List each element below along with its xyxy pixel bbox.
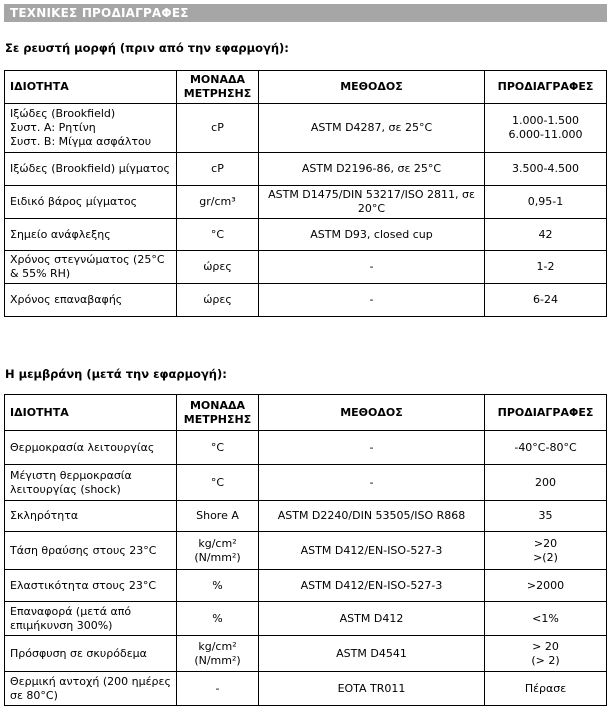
spec-header-bar [4, 4, 607, 22]
table-row [5, 465, 607, 501]
property-cell: Πρόσφυση σε σκυρόδεμα [5, 636, 177, 672]
spec-cell: 1.000-1.500 6.000-11.000 [485, 104, 607, 153]
property-cell: Ειδικό βάρος μίγματος [5, 186, 177, 219]
section-title-liquid: Σε ρευστή μορφή (πριν από την εφαρμογή): [5, 41, 289, 55]
unit-cell: ώρες [177, 284, 259, 317]
method-cell: ASTM D412/EN-ISO-527-3 [259, 532, 485, 570]
column-header-unit: ΜΟΝΑΔΑ ΜΕΤΡΗΣΗΣ [177, 395, 259, 431]
spec-cell: <1% [485, 602, 607, 636]
method-cell: - [259, 251, 485, 284]
method-cell: ASTM D412 [259, 602, 485, 636]
unit-cell: cP [177, 104, 259, 153]
property-cell: Τάση θραύσης στους 23°C [5, 532, 177, 570]
method-cell: ASTM D93, closed cup [259, 219, 485, 251]
method-cell: ASTM D2240/DIN 53505/ISO R868 [259, 501, 485, 532]
spec-cell: 35 [485, 501, 607, 532]
property-cell: Ελαστικότητα στους 23°C [5, 570, 177, 602]
method-cell: - [259, 431, 485, 465]
property-cell: Θερμική αντοχή (200 ημέρες σε 80°C) [5, 672, 177, 706]
method-cell: ASTM D1475/DIN 53217/ISO 2811, σε 20°C [259, 186, 485, 219]
method-cell: - [259, 465, 485, 501]
spec-cell: > 20 (> 2) [485, 636, 607, 672]
table-row [5, 251, 607, 284]
spec-table-liquid [4, 70, 607, 317]
table-header-row [5, 395, 607, 431]
table-row [5, 672, 607, 706]
spec-cell: 42 [485, 219, 607, 251]
property-cell: Ιξώδες (Brookfield) Συστ. Α: Ρητίνη Συστ. Β: Μίγμα ασφάλτου [5, 104, 177, 153]
unit-cell: kg/cm² (N/mm²) [177, 636, 259, 672]
method-cell: ASTM D4541 [259, 636, 485, 672]
table-row [5, 153, 607, 186]
column-header-property: ΙΔΙΟΤΗΤΑ [5, 71, 177, 104]
unit-cell: kg/cm² (N/mm²) [177, 532, 259, 570]
table-row [5, 602, 607, 636]
property-cell: Σκληρότητα [5, 501, 177, 532]
table-row [5, 431, 607, 465]
column-header-spec: ΠΡΟΔΙΑΓΡΑΦΕΣ [485, 395, 607, 431]
property-cell: Μέγιστη θερμοκρασία λειτουργίας (shock) [5, 465, 177, 501]
column-header-method: ΜΕΘΟΔΟΣ [259, 395, 485, 431]
property-cell: Θερμοκρασία λειτουργίας [5, 431, 177, 465]
method-cell: ASTM D412/EN-ISO-527-3 [259, 570, 485, 602]
table-row [5, 532, 607, 570]
spec-cell: 200 [485, 465, 607, 501]
spec-cell: 6-24 [485, 284, 607, 317]
table-row [5, 284, 607, 317]
unit-cell: cP [177, 153, 259, 186]
table-header-row [5, 71, 607, 104]
unit-cell: °C [177, 465, 259, 501]
property-cell: Χρόνος στεγνώματος (25°C & 55% RH) [5, 251, 177, 284]
spec-header-title: ΤΕΧΝΙΚΕΣ ΠΡΟΔΙΑΓΡΑΦΕΣ [10, 6, 189, 20]
unit-cell: ώρες [177, 251, 259, 284]
spec-cell: 3.500-4.500 [485, 153, 607, 186]
method-cell: EOTA TR011 [259, 672, 485, 706]
property-cell: Χρόνος επαναβαφής [5, 284, 177, 317]
property-cell: Σημείο ανάφλεξης [5, 219, 177, 251]
spec-cell: 0,95-1 [485, 186, 607, 219]
spec-cell: 1-2 [485, 251, 607, 284]
method-cell: ASTM D4287, σε 25°C [259, 104, 485, 153]
table-row [5, 219, 607, 251]
spec-table-membrane [4, 394, 607, 706]
spec-cell: Πέρασε [485, 672, 607, 706]
unit-cell: °C [177, 431, 259, 465]
spec-cell: >2000 [485, 570, 607, 602]
unit-cell: - [177, 672, 259, 706]
column-header-spec: ΠΡΟΔΙΑΓΡΑΦΕΣ [485, 71, 607, 104]
spec-cell: >20 >(2) [485, 532, 607, 570]
property-cell: Επαναφορά (μετά από επιμήκυνση 300%) [5, 602, 177, 636]
table-row [5, 104, 607, 153]
column-header-property: ΙΔΙΟΤΗΤΑ [5, 395, 177, 431]
unit-cell: % [177, 602, 259, 636]
table-row [5, 570, 607, 602]
unit-cell: °C [177, 219, 259, 251]
section-title-membrane: Η μεμβράνη (μετά την εφαρμογή): [5, 367, 227, 381]
spec-cell: -40°C-80°C [485, 431, 607, 465]
unit-cell: % [177, 570, 259, 602]
property-cell: Ιξώδες (Brookfield) μίγματος [5, 153, 177, 186]
method-cell: - [259, 284, 485, 317]
column-header-unit: ΜΟΝΑΔΑ ΜΕΤΡΗΣΗΣ [177, 71, 259, 104]
unit-cell: gr/cm³ [177, 186, 259, 219]
table-row [5, 186, 607, 219]
unit-cell: Shore A [177, 501, 259, 532]
method-cell: ASTM D2196-86, σε 25°C [259, 153, 485, 186]
table-row [5, 501, 607, 532]
table-row [5, 636, 607, 672]
column-header-method: ΜΕΘΟΔΟΣ [259, 71, 485, 104]
